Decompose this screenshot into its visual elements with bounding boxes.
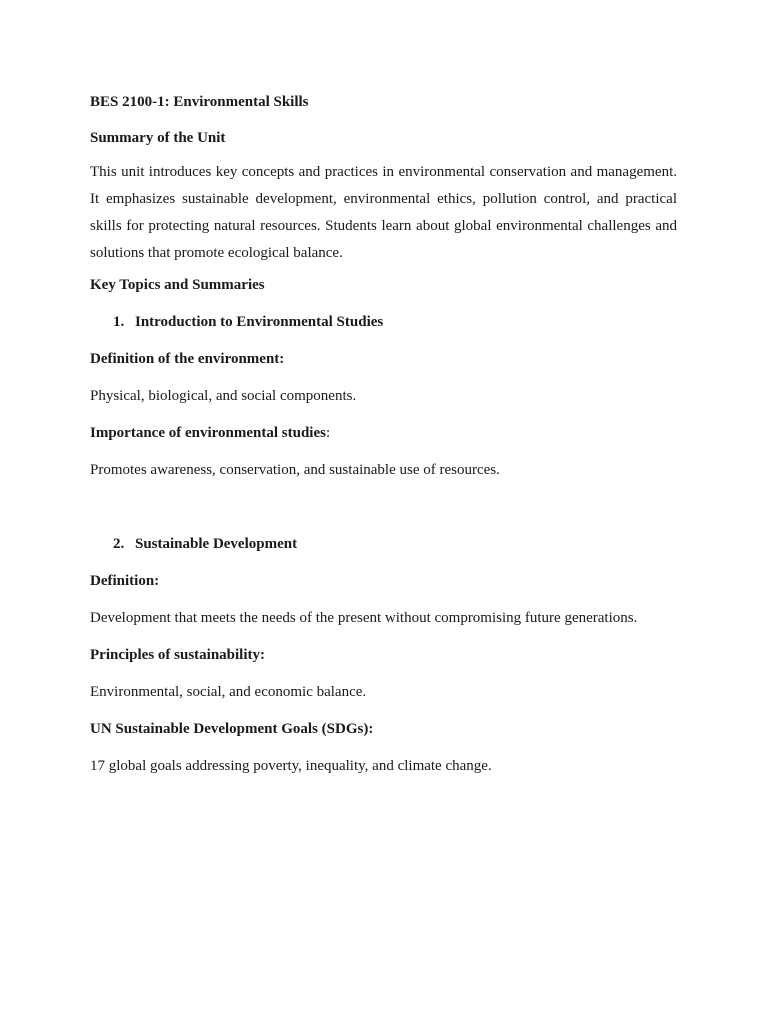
section-number-2: 2. <box>113 536 125 552</box>
item-text: Environmental, social, and economic balance. <box>90 684 367 700</box>
document-title: BES 2100-1: Environmental Skills <box>90 94 309 110</box>
item-label: Definition: <box>90 573 160 589</box>
item-label-suffix: : <box>325 425 331 441</box>
item-text: Physical, biological, and social components. <box>90 388 357 404</box>
summary-paragraph: This unit introduces key concepts and practices in environmental conservation and management. It emphasizes sustainable development, environmental ethics, pollution control, and practical skills for protecting natural resources. Students learn about global environmental challenges and solutions that promote ecological balance. <box>90 164 677 261</box>
section-heading-1 <box>90 313 677 332</box>
section-spacer <box>90 480 677 517</box>
item-label-row <box>90 424 677 443</box>
section-title-2: Sustainable Development <box>135 536 298 552</box>
section-heading-2 <box>90 535 677 554</box>
summary-heading: Summary of the Unit <box>90 130 226 146</box>
item-label: Principles of sustainability: <box>90 647 266 663</box>
topics-heading: Key Topics and Summaries <box>90 277 265 293</box>
item-text: 17 global goals addressing poverty, inequality, and climate change. <box>90 758 492 774</box>
item-text: Development that meets the needs of the present without compromising future generations. <box>90 610 638 626</box>
section-title-1: Introduction to Environmental Studies <box>135 314 384 330</box>
item-text: Promotes awareness, conservation, and sustainable use of resources. <box>90 462 500 478</box>
document-body <box>90 93 677 776</box>
item-label: Definition of the environment: <box>90 351 285 367</box>
item-label: UN Sustainable Development Goals (SDGs): <box>90 721 374 737</box>
section-number-1: 1. <box>113 314 125 330</box>
item-label: Importance of environmental studies <box>90 425 326 441</box>
